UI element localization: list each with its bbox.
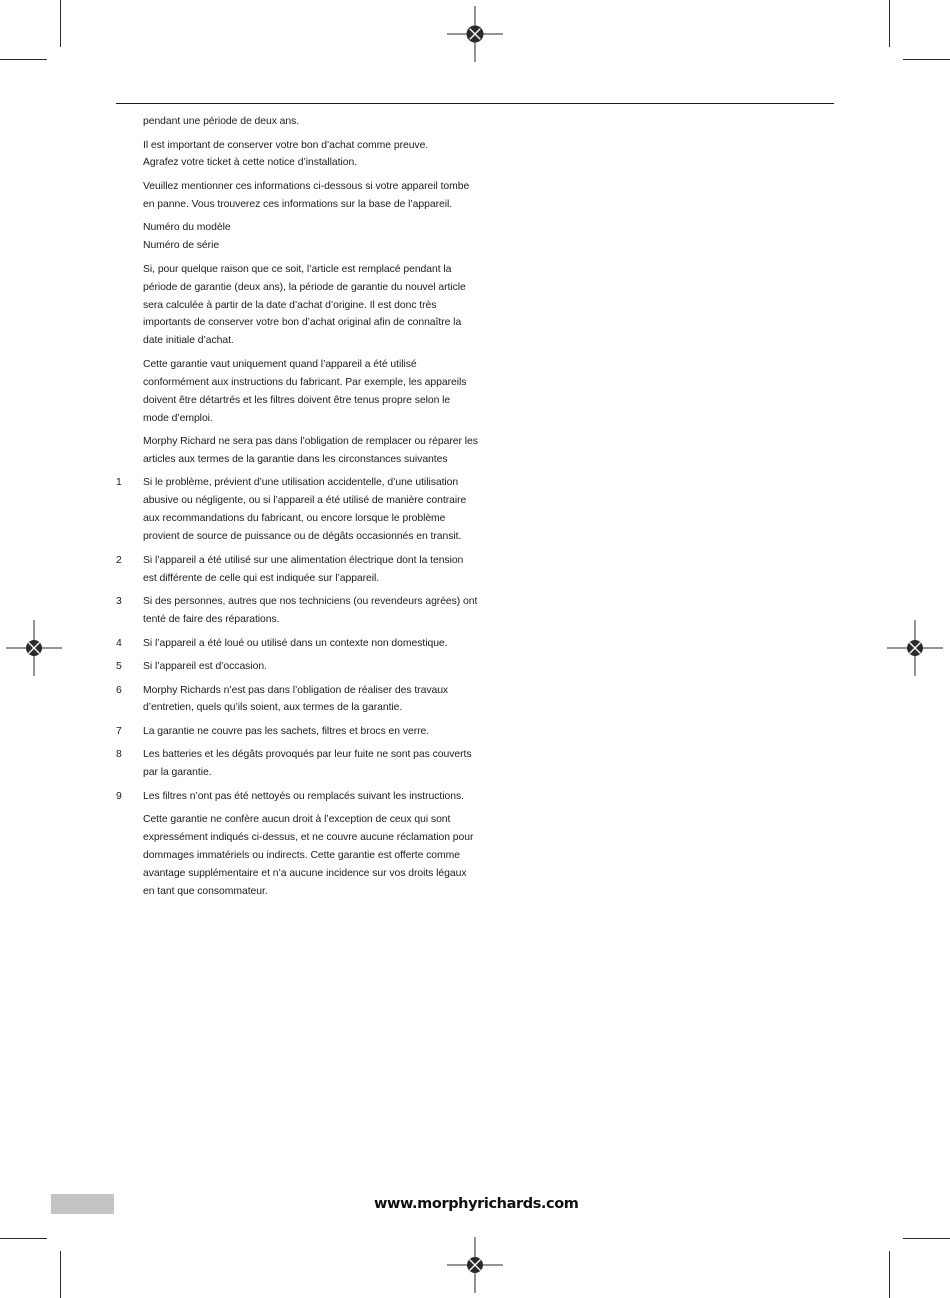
list-item: [116, 635, 478, 653]
list-item-number: 6: [116, 684, 122, 696]
list-item-number: 2: [116, 554, 122, 566]
list-item-text: Si l’appareil a été utilisé sur une alimentation électrique dont la tension est différente de celle qui est indiquée sur l’appareil.: [143, 554, 464, 584]
paragraph: Veuillez mentionner ces informations ci-dessous si votre appareil tombe en panne. Vous trouverez ces informations sur la base de l’appareil.: [143, 180, 470, 210]
crop-mark-icon: [889, 1251, 890, 1298]
registration-mark-icon: [447, 1237, 503, 1293]
crop-mark-icon: [903, 1238, 950, 1239]
paragraph: Cette garantie vaut uniquement quand l’appareil a été utilisé conformément aux instructions du fabricant. Par exemple, les appareils doivent être détartrés et les filtres doivent être tenus propre selon le mode d’emploi.: [143, 358, 467, 424]
crop-mark-icon: [60, 1251, 61, 1298]
registration-mark-icon: [887, 620, 943, 676]
list-item: [116, 723, 478, 741]
registration-mark-icon: [6, 620, 62, 676]
crop-mark-icon: [60, 0, 61, 47]
paragraph: Morphy Richard ne sera pas dans l’obligation de remplacer ou réparer les articles aux termes de la garantie dans les circonstances suivantes: [143, 436, 478, 465]
serial-number-label: Numéro de série: [143, 240, 220, 252]
list-item: [116, 474, 478, 546]
paragraph: [143, 219, 478, 255]
paragraph: [143, 137, 478, 173]
crop-mark-icon: [903, 59, 950, 60]
list-item: [116, 682, 478, 718]
list-item-number: 7: [116, 725, 122, 737]
footer-website-url: www.morphyrichards.com: [374, 1196, 579, 1212]
list-item-text: Morphy Richards n’est pas dans l’obligation de réaliser des travaux d’entretien, quels qu’ils soient, aux termes de la garantie.: [143, 684, 449, 714]
list-item: [116, 552, 478, 588]
list-item-number: 8: [116, 749, 122, 761]
list-item-text: Les batteries et les dégâts provoqués par leur fuite ne sont pas couverts par la garantie.: [143, 749, 472, 779]
list-item: [116, 788, 478, 806]
paragraph: pendant une période de deux ans.: [143, 116, 300, 127]
list-item: [116, 746, 478, 782]
list-item-number: 1: [116, 477, 122, 489]
list-item-text: La garantie ne couvre pas les sachets, filtres et brocs en verre.: [143, 725, 430, 737]
crop-mark-icon: [889, 0, 890, 47]
list-item: [116, 593, 478, 629]
list-item-number: 4: [116, 637, 122, 649]
paragraph-line: Il est important de conserver votre bon d’achat comme preuve.: [143, 139, 429, 151]
paragraph-line: Agrafez votre ticket à cette notice d’installation.: [143, 157, 358, 169]
list-item-number: 5: [116, 661, 122, 672]
crop-mark-icon: [0, 59, 47, 60]
list-item-number: 3: [116, 596, 122, 608]
crop-mark-icon: [0, 1238, 47, 1239]
page-number-tab: [51, 1194, 114, 1214]
paragraph: Cette garantie ne confère aucun droit à l’exception de ceux qui sont expressément indiqués ci-dessus, et ne couvre aucune réclamation pour dommages immatériels ou indirects. Cette garantie est offerte comme avantage supplémentaire et n’a aucune incidence sur vos droits légaux en tant que consommateur.: [143, 814, 474, 897]
registration-mark-icon: [447, 6, 503, 62]
list-item-text: Si l’appareil est d’occasion.: [143, 661, 267, 672]
warranty-text-column: [116, 113, 478, 906]
paragraph: Si, pour quelque raison que ce soit, l’article est remplacé pendant la période de garantie (deux ans), la période de garantie du nouvel article sera calculée à partir de la date d’achat d’origine. Il est donc très importants de conserver votre bon d’achat original afin de connaître la date initiale d’achat.: [143, 263, 466, 347]
list-item-text: Les filtres n’ont pas été nettoyés ou remplacés suivant les instructions.: [143, 790, 464, 802]
list-item-text: Si le problème, prévient d’une utilisation accidentelle, d’une utilisation abusive ou négligente, ou si l’appareil a été utilisé de manière contraire aux recommandations du fabricant, ou encore lorsque le problème provient de source de puissance ou de dégâts occasionnés en transit.: [143, 477, 467, 543]
list-item-text: Si des personnes, autres que nos techniciens (ou revendeurs agrées) ont tenté de faire des réparations.: [143, 596, 478, 625]
list-item-number: 9: [116, 790, 122, 802]
model-number-label: Numéro du modèle: [143, 222, 231, 234]
top-rule: [116, 103, 834, 104]
list-item-text: Si l’appareil a été loué ou utilisé dans un contexte non domestique.: [143, 637, 448, 649]
list-item: [116, 658, 478, 676]
